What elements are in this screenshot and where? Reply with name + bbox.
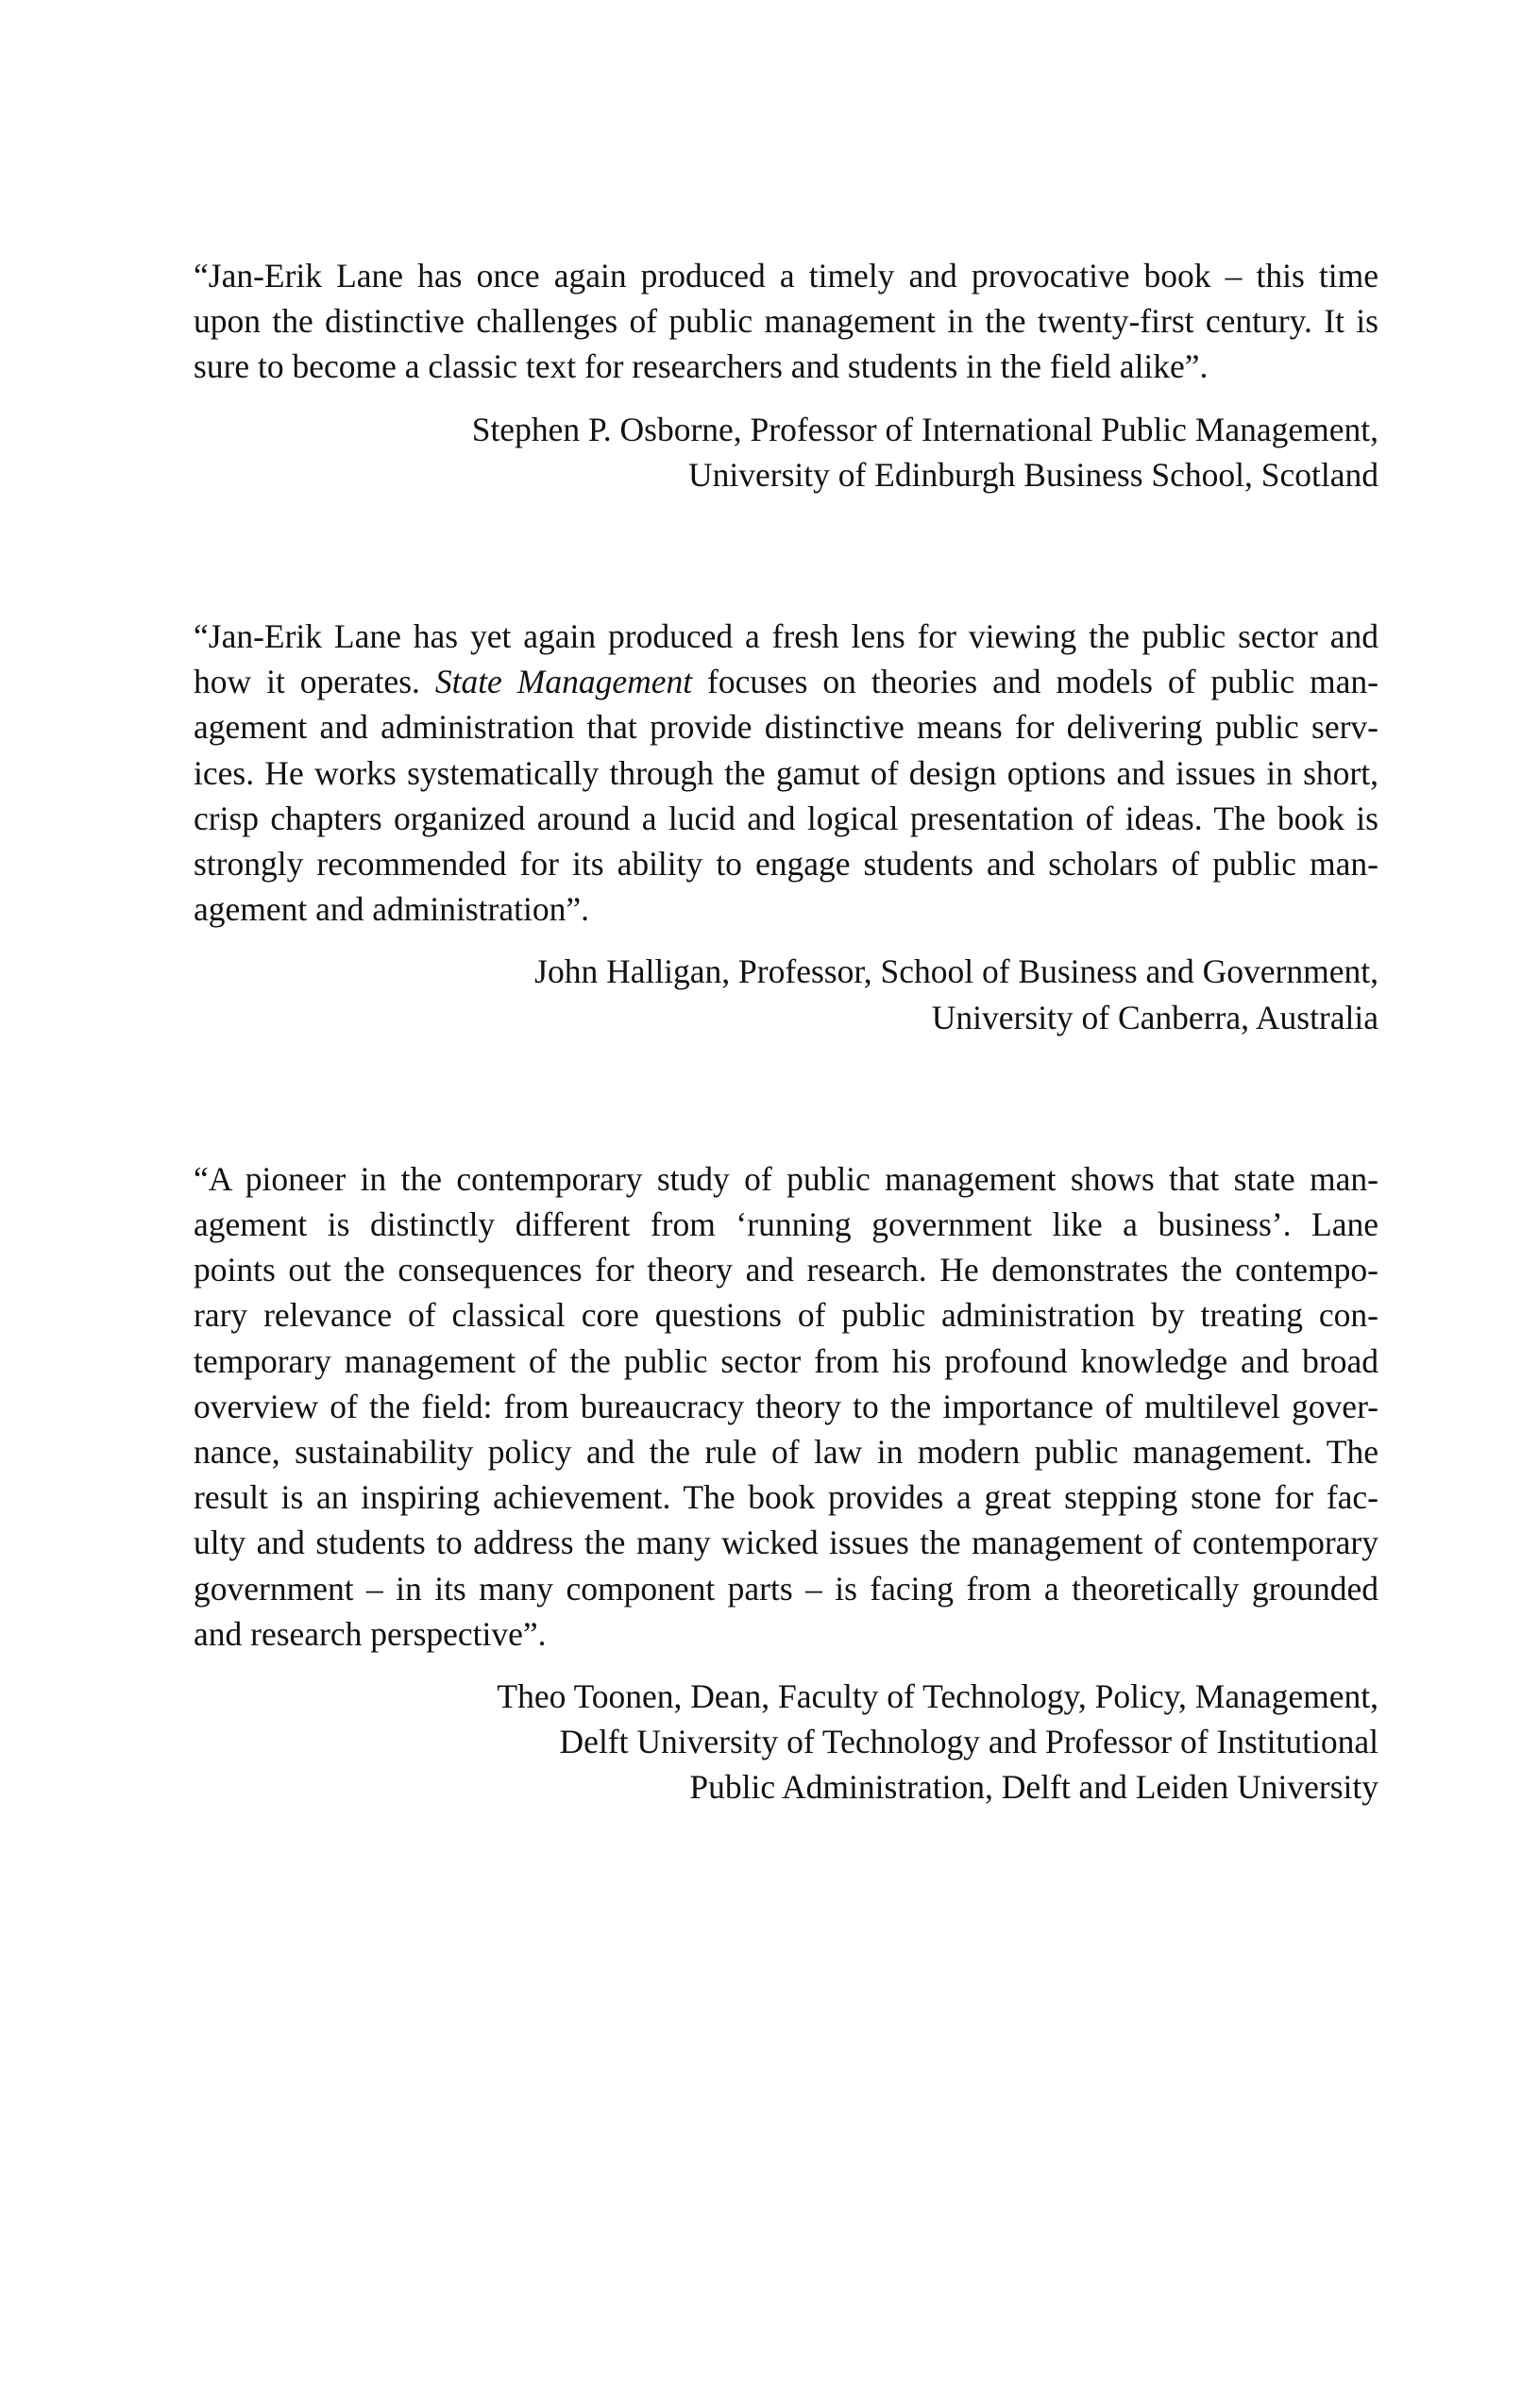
quote-line: overview of the field: from bureaucracy theory to the importance of multilevel gover- [194,1387,1378,1425]
quote-line: result is an inspiring achievement. The book provides a great stepping stone for fac- [194,1478,1378,1517]
quote-line: “Jan-Erik Lane has once again produced a timely and provocative book – this time [194,257,1378,295]
quote-line: “A pioneer in the contemporary study of public management shows that state man- [194,1159,1378,1198]
quote-line: agement and administration that provide distinctive means for delivering public serv- [194,708,1378,747]
quote-line-with-title [194,659,1378,704]
book-title: State Management [434,663,693,701]
quote-line: upon the distinctive challenges of public management in the twenty-first century. It is [194,302,1378,341]
quote-line: agement and administration”. [194,890,589,929]
attribution-line: Delft University of Technology and Professor of Institutional [559,1723,1378,1761]
quote-line: government – in its many component parts – is facing from a theoretically grounded [194,1569,1378,1608]
endorsement-attribution [194,1674,1378,1810]
quote-line: and research perspective”. [194,1614,547,1653]
quote-line: nance, sustainability policy and the rule of law in modern public management. The [194,1433,1378,1472]
endorsement-attribution [194,407,1378,497]
quote-line: crisp chapters organized around a lucid and logical presentation of ideas. The book is [194,799,1378,837]
attribution-line: John Halligan, Professor, School of Business and Government, [534,952,1378,991]
attribution-line: Stephen P. Osborne, Professor of International Public Management, [471,410,1378,448]
endorsements-page [194,253,1378,1810]
endorsement-quote [194,614,1378,932]
quote-line: sure to become a classic text for researchers and students in the field alike”. [194,347,1209,386]
quote-line: ulty and students to address the many wicked issues the management of contemporary [194,1524,1378,1562]
quote-line: points out the consequences for theory and research. He demonstrates the contempo- [194,1251,1378,1289]
quote-line: ices. He works systematically through the gamut of design options and issues in short, [194,753,1378,792]
quote-line: rary relevance of classical core questions of public administration by treating con- [194,1296,1378,1335]
attribution-line: Theo Toonen, Dean, Faculty of Technology, Policy, Management, [497,1677,1378,1716]
endorsement-osborne [194,253,1378,497]
endorsement-attribution [194,949,1378,1039]
quote-line-prefix: how it operates. [194,663,420,701]
endorsement-toonen [194,1156,1378,1810]
quote-line: strongly recommended for its ability to engage students and scholars of public man- [194,845,1378,884]
quote-line: temporary management of the public sector from his profound knowledge and broad [194,1341,1378,1380]
endorsement-halligan [194,614,1378,1040]
endorsement-quote [194,1156,1378,1657]
attribution-line: Public Administration, Delft and Leiden University [689,1768,1378,1807]
attribution-line: University of Canberra, Australia [931,998,1378,1036]
attribution-line: University of Edinburgh Business School, Scotland [687,455,1378,494]
endorsement-quote [194,253,1378,390]
quote-line: agement is distinctly different from ‘running government like a business’. Lane [194,1205,1378,1244]
quote-line: “Jan-Erik Lane has yet again produced a fresh lens for viewing the public sector and [194,617,1378,656]
quote-line-suffix: focuses on theories and models of public man- [707,663,1378,701]
